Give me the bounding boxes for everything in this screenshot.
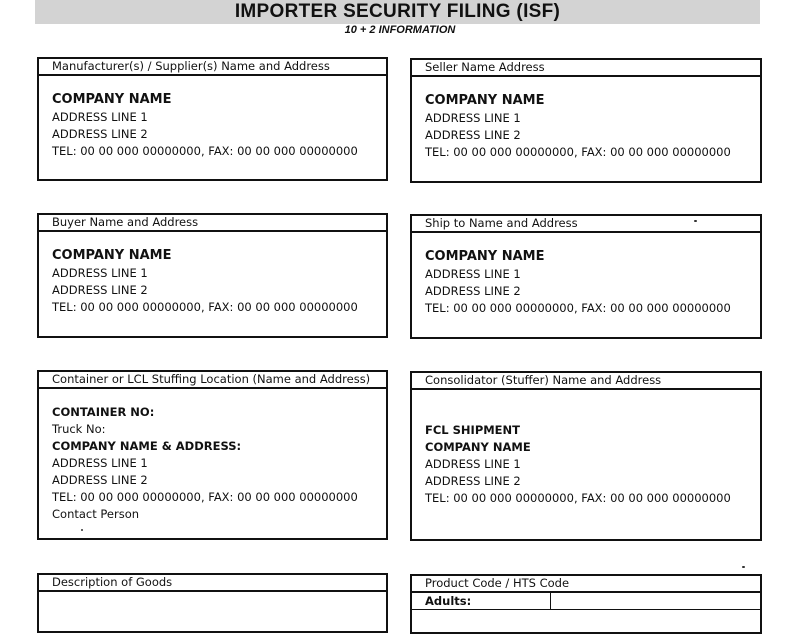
manufacturer-box [37,57,388,181]
container-address-line-2: ADDRESS LINE 2 [52,473,148,487]
ship-to-address-line-1: ADDRESS LINE 1 [425,267,521,281]
title-bar [35,0,760,24]
buyer-tel-fax: TEL: 00 00 000 00000000, FAX: 00 00 000 00000000 [52,300,358,314]
hts-row [412,593,760,610]
ship-to-heading: Ship to Name and Address [412,216,760,233]
container-company-label: COMPANY NAME & ADDRESS: [52,439,242,453]
scan-speck [742,566,745,568]
seller-address-line-1: ADDRESS LINE 1 [425,111,521,125]
consolidator-address-line-1: ADDRESS LINE 1 [425,457,521,471]
consolidator-tel-fax: TEL: 00 00 000 00000000, FAX: 00 00 000 00000000 [425,491,731,505]
container-number-label: CONTAINER NO: [52,405,155,419]
buyer-address-line-2: ADDRESS LINE 2 [52,283,148,297]
manufacturer-address-line-2: ADDRESS LINE 2 [52,127,148,141]
page-subtitle: 10 + 2 INFORMATION [344,24,456,36]
page-title: IMPORTER SECURITY FILING (ISF) [234,1,561,22]
container-heading: Container or LCL Stuffing Location (Name and Address) [39,372,386,389]
scan-speck [81,529,83,531]
container-tel-fax: TEL: 00 00 000 00000000, FAX: 00 00 000 00000000 [52,490,358,504]
ship-to-tel-fax: TEL: 00 00 000 00000000, FAX: 00 00 000 00000000 [425,301,731,315]
shipment-type: FCL SHIPMENT [425,423,521,437]
ship-to-address-line-2: ADDRESS LINE 2 [425,284,521,298]
product-code-box [410,574,762,634]
consolidator-company: COMPANY NAME [425,440,531,454]
seller-company: COMPANY NAME [425,93,545,108]
hts-row-label: Adults: [425,594,472,608]
manufacturer-heading: Manufacturer(s) / Supplier(s) Name and Address [39,59,386,76]
consolidator-heading: Consolidator (Stuffer) Name and Address [412,373,760,390]
container-box [37,370,388,540]
container-address-line-1: ADDRESS LINE 1 [52,456,148,470]
seller-box [410,58,762,183]
hts-column-divider [550,593,551,609]
manufacturer-address-line-1: ADDRESS LINE 1 [52,110,148,124]
product-code-heading: Product Code / HTS Code [412,576,760,593]
manufacturer-tel-fax: TEL: 00 00 000 00000000, FAX: 00 00 000 00000000 [52,144,358,158]
ship-to-company: COMPANY NAME [425,249,545,264]
manufacturer-company: COMPANY NAME [52,92,172,107]
buyer-heading: Buyer Name and Address [39,215,386,232]
ship-to-box [410,214,762,339]
truck-number-label: Truck No: [52,422,106,436]
consolidator-address-line-2: ADDRESS LINE 2 [425,474,521,488]
contact-person: Contact Person [52,507,140,521]
buyer-company: COMPANY NAME [52,248,172,263]
buyer-box [37,213,388,338]
seller-heading: Seller Name Address [412,60,760,77]
buyer-address-line-1: ADDRESS LINE 1 [52,266,148,280]
seller-address-line-2: ADDRESS LINE 2 [425,128,521,142]
goods-box [37,573,388,633]
scan-speck [694,220,697,222]
consolidator-box [410,371,762,541]
goods-heading: Description of Goods [39,575,386,592]
seller-tel-fax: TEL: 00 00 000 00000000, FAX: 00 00 000 00000000 [425,145,731,159]
